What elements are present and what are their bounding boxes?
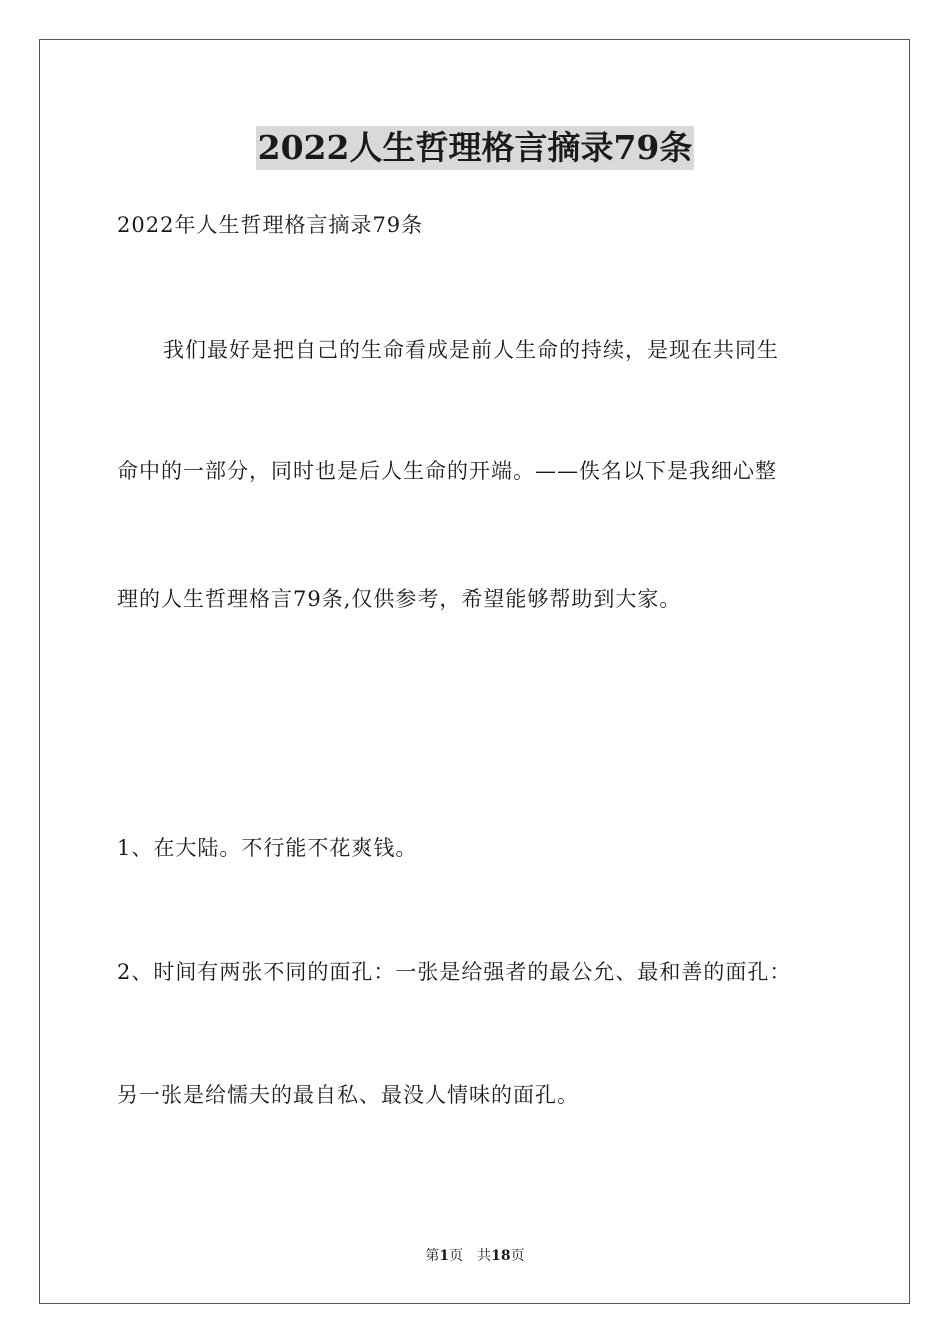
- page-suffix: 页: [449, 1248, 464, 1264]
- title-container: [0, 126, 950, 170]
- list-item-2-line-2: 另一张是给懦夫的最自私、最没人情味的面孔。: [117, 1083, 579, 1107]
- total-pages: 18: [491, 1248, 511, 1264]
- page-footer: [0, 1247, 950, 1265]
- document-subtitle: 2022年人生哲理格言摘录79条: [117, 213, 424, 237]
- intro-line-2: 命中的一部分，同时也是后人生命的开端。——佚名以下是我细心整: [117, 459, 777, 483]
- intro-line-1: 我们最好是把自己的生命看成是前人生命的持续，是现在共同生: [163, 338, 779, 362]
- document-title: 2022人生哲理格言摘录79条: [256, 126, 695, 170]
- list-item-1: 1、在大陆。不行能不花爽钱。: [117, 836, 418, 860]
- total-suffix: 页: [510, 1248, 525, 1264]
- page-number: 1: [439, 1248, 450, 1264]
- intro-line-3: 理的人生哲理格言79条,仅供参考，希望能够帮助到大家。: [117, 587, 682, 611]
- page-prefix: 第: [425, 1248, 440, 1264]
- total-prefix: 共: [477, 1248, 492, 1264]
- list-item-2-line-1: 2、时间有两张不同的面孔：一张是给强者的最公允、最和善的面孔：: [117, 960, 792, 984]
